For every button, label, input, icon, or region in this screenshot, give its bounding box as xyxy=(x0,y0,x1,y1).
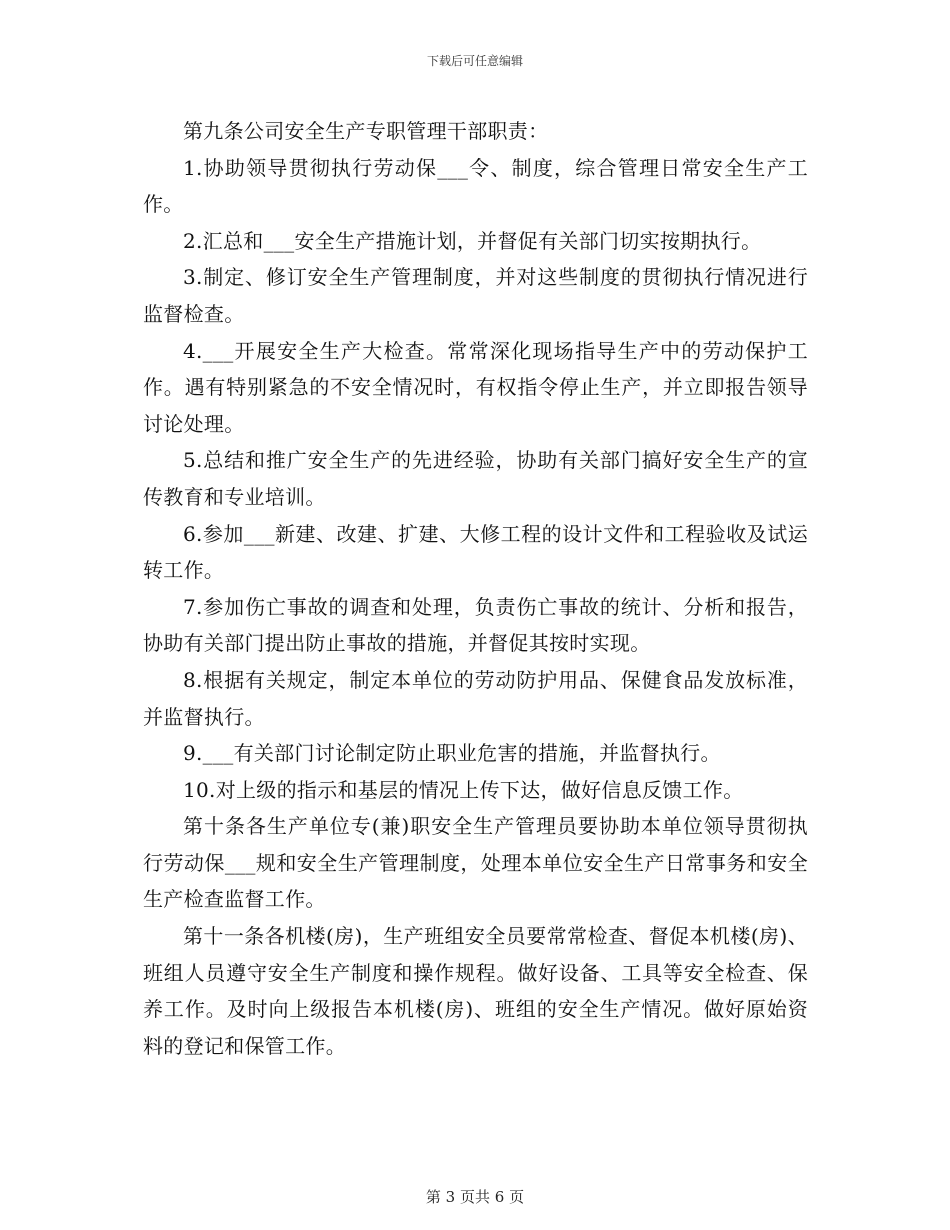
paragraph-article-11: 第十一条各机楼(房)，生产班组安全员要常常检查、督促本机楼(房)、班组人员遵守安全生产制度和操作规程。做好设备、工具等安全检查、保养工作。及时向上级报告本机楼(房)、班组的安全生产情况。做好原始资料的登记和保管工作。 xyxy=(143,924,808,1058)
paragraph-item-6: 6.参加___新建、改建、扩建、大修工程的设计文件和工程验收及试运转工作。 xyxy=(143,521,808,583)
page-header: 下载后可任意编辑 xyxy=(426,54,523,68)
paragraph-item-9: 9.___有关部门讨论制定防止职业危害的措施，并监督执行。 xyxy=(183,741,721,766)
paragraph-article-9: 第九条公司安全生产专职管理干部职责： xyxy=(183,119,549,143)
paragraph-item-1: 1.协助领导贯彻执行劳动保___令、制度，综合管理日常安全生产工作。 xyxy=(143,155,808,217)
paragraph-item-7: 7.参加伤亡事故的调查和处理，负责伤亡事故的统计、分析和报告，协助有关部门提出防止事故的措施，并督促其按时实现。 xyxy=(143,594,808,656)
page-footer: 第 3 页共 6 页 xyxy=(425,1188,525,1206)
paragraph-item-8: 8.根据有关规定，制定本单位的劳动防护用品、保健食品发放标准，并监督执行。 xyxy=(143,667,808,729)
paragraph-item-3: 3.制定、修订安全生产管理制度，并对这些制度的贯彻执行情况进行监督检查。 xyxy=(143,265,808,326)
paragraph-item-10: 10.对上级的指示和基层的情况上传下达，做好信息反馈工作。 xyxy=(183,777,744,802)
paragraph-item-5: 5.总结和推广安全生产的先进经验，协助有关部门搞好安全生产的宣传教育和专业培训。 xyxy=(143,448,808,509)
paragraph-article-10: 第十条各生产单位专(兼)职安全生产管理员要协助本单位领导贯彻执行劳动保___规和安全生产管理制度，处理本单位安全生产日常事务和安全生产检查监督工作。 xyxy=(143,814,808,912)
paragraph-item-4: 4.___开展安全生产大检查。常常深化现场指导生产中的劳动保护工作。遇有特别紧急的不安全情况时，有权指令停止生产，并立即报告领导讨论处理。 xyxy=(143,338,808,436)
document-body xyxy=(143,113,808,1064)
paragraph-item-2: 2.汇总和___安全生产措施计划，并督促有关部门切实按期执行。 xyxy=(183,228,762,253)
